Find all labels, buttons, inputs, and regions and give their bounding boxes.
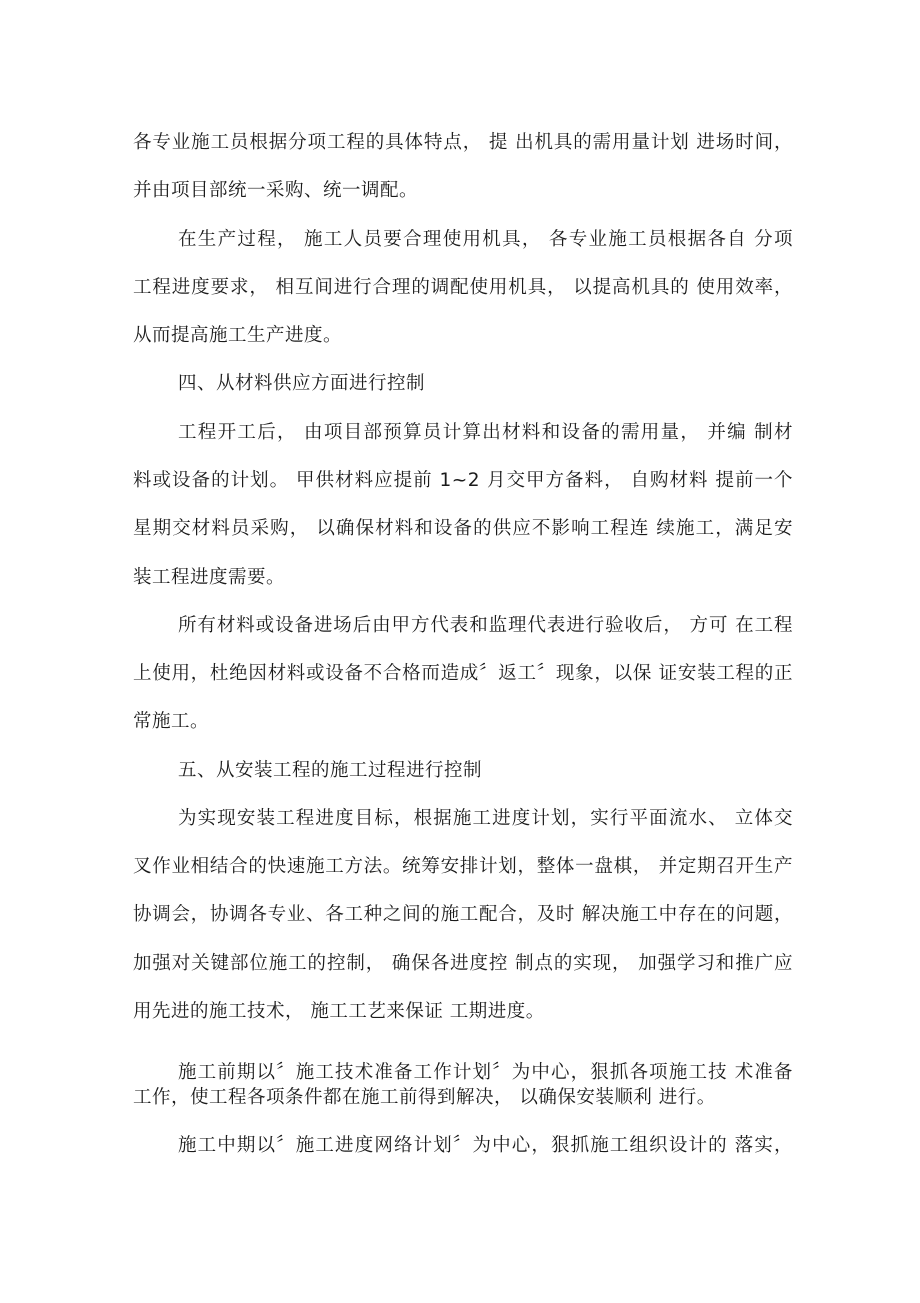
paragraph-3-line-3: 星期交材料员采购， 以确保材料和设备的供应不影响工程连 续施工，满足安 [133, 518, 793, 539]
paragraph-1-line-1: 各专业施工员根据分项工程的具体特点， 提 出机具的需用量计划 进场时间， [133, 132, 793, 153]
paragraph-4-line-3: 常施工。 [133, 711, 210, 732]
paragraph-4-line-2: 上使用，杜绝因材料或设备不合格而造成〞返工〞现象，以保 证安装工程的正 [133, 663, 793, 684]
paragraph-7-line-1: 施工中期以〞施工进度网络计划〞为中心，狠抓施工组织设计的 落实， [178, 1135, 793, 1156]
paragraph-5-line-5: 用先进的施工技术， 施工工艺来保证 工期进度。 [133, 1001, 545, 1022]
paragraph-6-line-2: 工作，使工程各项条件都在施工前得到解决， 以确保安装顺利 进行。 [133, 1087, 716, 1108]
paragraph-2-line-1: 在生产过程， 施工人员要合理使用机具， 各专业施工员根据各自 分项 [178, 229, 793, 250]
paragraph-3-line-4: 装工程进度需要。 [133, 567, 286, 588]
paragraph-2-line-3: 从而提高施工生产进度。 [133, 325, 343, 346]
paragraph-4-line-1: 所有材料或设备进场后由甲方代表和监理代表进行验收后， 方可 在工程 [178, 615, 793, 636]
section-heading-5: 五、从安装工程的施工过程进行控制 [178, 760, 483, 781]
section-heading-4: 四、从材料供应方面进行控制 [178, 373, 426, 394]
paragraph-5-line-3: 协调会，协调各专业、各工种之间的施工配合，及时 解决施工中存在的问题， [133, 904, 793, 925]
paragraph-2-line-2: 工程进度要求， 相互间进行合理的调配使用机具， 以提高机具的 使用效率， [133, 277, 793, 298]
paragraph-3-line-2: 料或设备的计划。 甲供材料应提前 1~2 月交甲方备料， 自购材料 提前一个 [133, 470, 793, 491]
paragraph-5-line-4: 加强对关键部位施工的控制， 确保各进度控 制点的实现， 加强学习和推广应 [133, 953, 793, 974]
paragraph-6-line-1: 施工前期以〞施工技术准备工作计划〞为中心，狠抓各项施工技 术准备 [178, 1062, 793, 1083]
paragraph-5-line-2: 叉作业相结合的快速施工方法。统筹安排计划，整体一盘棋， 并定期召开生产 [133, 856, 793, 877]
paragraph-3-line-1: 工程开工后， 由项目部预算员计算出材料和设备的需用量， 并编 制材 [178, 422, 793, 443]
paragraph-5-line-1: 为实现安装工程进度目标，根据施工进度计划，实行平面流水、 立体交 [178, 808, 793, 829]
paragraph-1-line-2: 并由项目部统一采购、统一调配。 [133, 180, 419, 201]
